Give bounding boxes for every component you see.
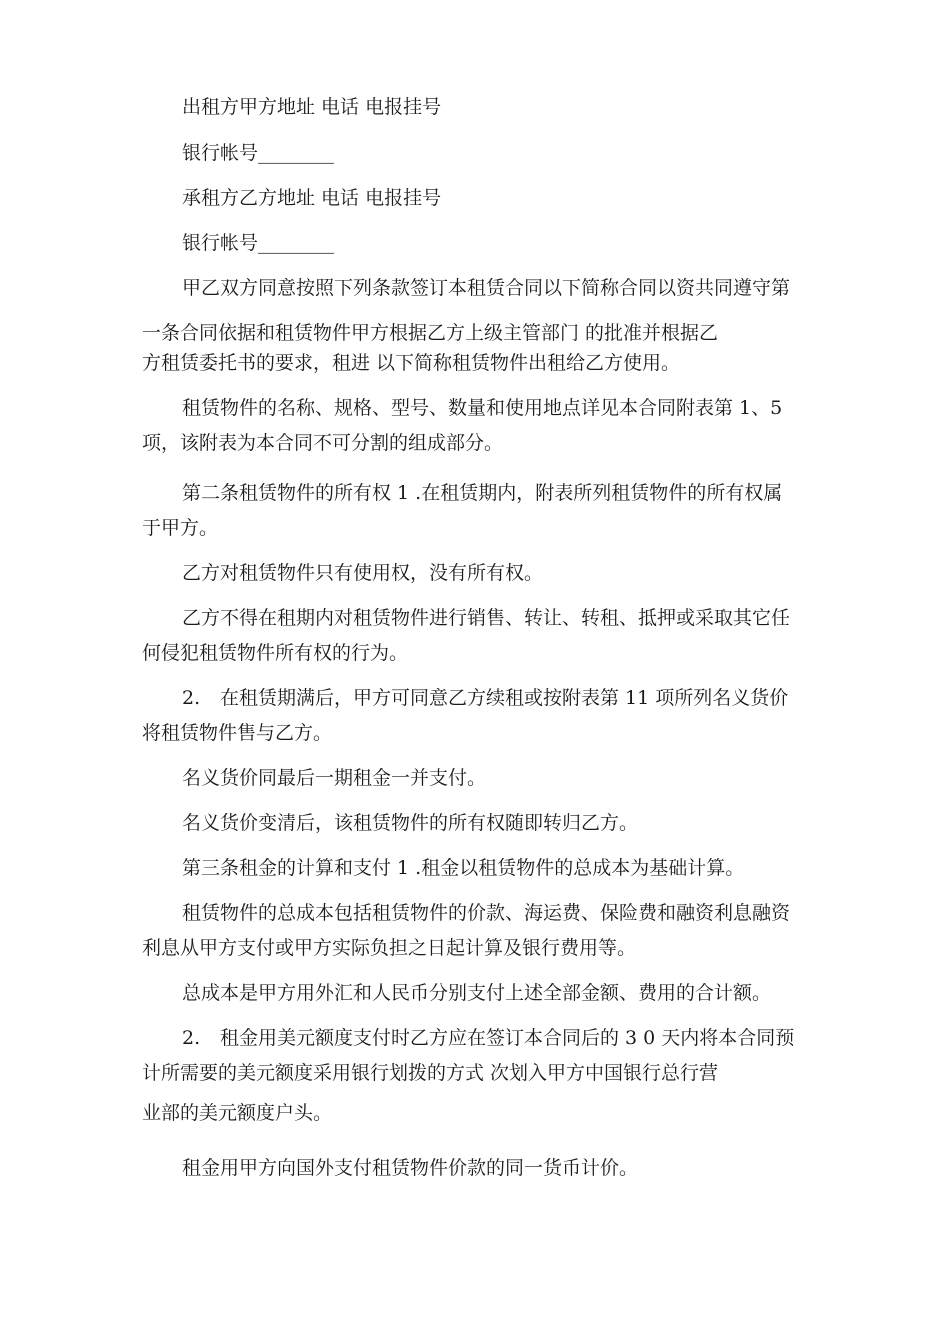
paragraph-line: 将租赁物件售与乙方。 (142, 722, 333, 744)
paragraph-line: 总成本是甲方用外汇和人民币分别支付上述全部金额、费用的合计额。 (182, 982, 772, 1004)
paragraph-text: 租金用美元额度支付时乙方应在签订本合同后的 3 0 天内将本合同预 (220, 1027, 795, 1049)
paragraph-line: 租赁物件的名称、规格、型号、数量和使用地点详见本合同附表第 1、5 (182, 397, 783, 419)
lessee-address-line: 承租方乙方地址 电话 电报挂号 (182, 187, 442, 209)
paragraph-line: 乙方对租赁物件只有使用权，没有所有权。 (182, 562, 544, 584)
item-number: 2. (182, 687, 201, 709)
paragraph-line: 第三条租金的计算和支付 1 .租金以租赁物件的总成本为基础计算。 (182, 857, 745, 879)
paragraph-line: 一条合同依据和租赁物件甲方根据乙方上级主管部门 的批准并根据乙 (142, 322, 719, 344)
item-number: 2. (182, 1027, 201, 1049)
paragraph-line: 利息从甲方支付或甲方实际负担之日起计算及银行费用等。 (142, 937, 637, 959)
paragraph-line: 租金用甲方向国外支付租赁物件价款的同一货币计价。 (182, 1157, 639, 1179)
paragraph-line: 名义货价变清后，该租赁物件的所有权随即转归乙方。 (182, 812, 639, 834)
paragraph-line: 业部的美元额度户头。 (142, 1102, 333, 1124)
paragraph-line: 甲乙双方同意按照下列条款签订本租赁合同以下简称合同以资共同遵守第 (182, 277, 791, 299)
lessor-bank-account-line: 银行帐号________ (182, 142, 335, 164)
paragraph-line: 租赁物件的总成本包括租赁物件的价款、海运费、保险费和融资利息融资 (182, 902, 791, 924)
lessee-bank-account-line: 银行帐号________ (182, 232, 335, 254)
paragraph-line: 计所需要的美元额度采用银行划拨的方式 次划入甲方中国银行总行营 (142, 1062, 719, 1084)
paragraph-line: 方租赁委托书的要求，租进 以下简称租赁物件出租给乙方使用。 (142, 352, 681, 374)
numbered-paragraph-line (182, 686, 788, 710)
paragraph-line: 乙方不得在租期内对租赁物件进行销售、转让、转租、抵押或采取其它任 (182, 607, 791, 629)
paragraph-line: 何侵犯租赁物件所有权的行为。 (142, 642, 409, 664)
paragraph-text: 在租赁期满后，甲方可同意乙方续租或按附表第 11 项所列名义货价 (220, 687, 789, 709)
paragraph-line: 项，该附表为本合同不可分割的组成部分。 (142, 432, 504, 454)
paragraph-line: 名义货价同最后一期租金一并支付。 (182, 767, 487, 789)
paragraph-line: 第二条租赁物件的所有权 1 .在租赁期内，附表所列租赁物件的所有权属 (182, 482, 783, 504)
numbered-paragraph-line (182, 1026, 794, 1050)
paragraph-line: 于甲方。 (142, 517, 219, 539)
lessor-address-line: 出租方甲方地址 电话 电报挂号 (182, 96, 442, 118)
